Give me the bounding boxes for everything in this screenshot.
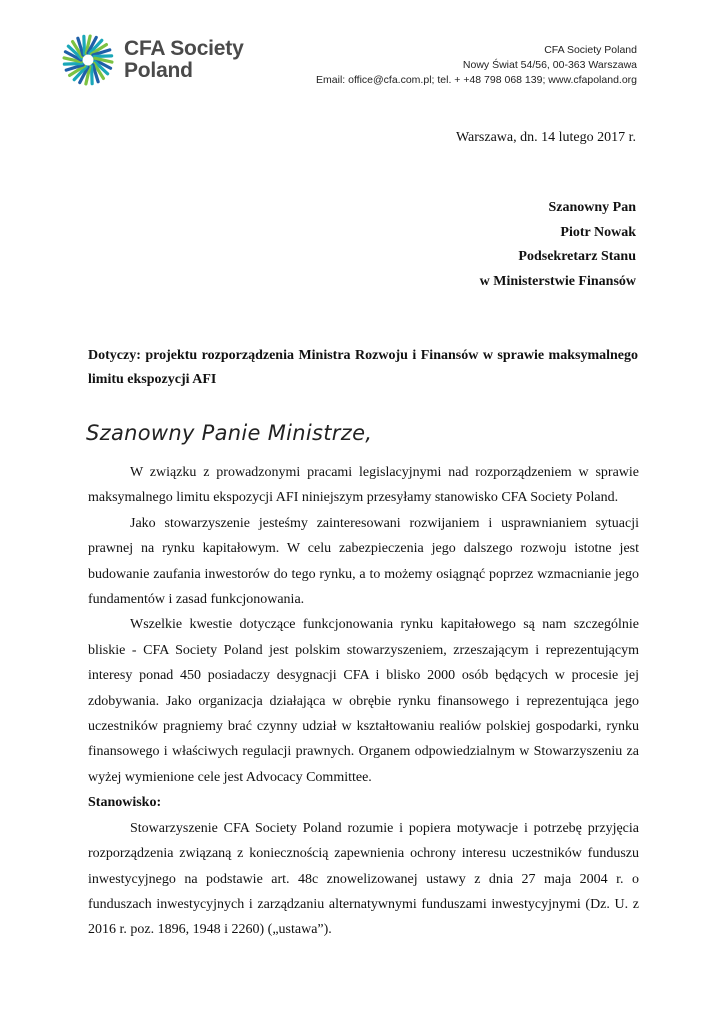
org-address: Nowy Świat 54/56, 00-363 Warszawa: [462, 59, 637, 71]
section-paragraph: Stowarzyszenie CFA Society Poland rozumie i popiera motywacje i potrzebę przyjęcia rozporządzenia związaną z koniecznością zapewnienia ochrony interesu uczestników funduszu inwestycyjnego na podstawie art. 48c znowelizowanej ustawy z dnia 27 maja 2004 r. o funduszach inwestycyjnych i zarządzaniu alternatywnymi funduszami inwestycyjnymi (Dz. U. z 2016 r. poz. 1896, 1948 i 2260) („ustawa”).: [88, 820, 639, 938]
body-paragraph: Wszelkie kwestie dotyczące funkcjonowania rynku kapitałowego są nam szczególnie bliskie - CFA Society Poland jest polskim stowarzyszeniem, zrzeszającym i reprezentującym interesy ponad 450 posiadaczy desygnacji CFA i blisko 2000 osób będących w procesie jej zdobywania. Jako organizacja działająca w obrębie rynku finansowego i reprezentująca jego uczestników pragniemy brać czynny udział w kształtowaniu realiów polskiej gospodarki, rynku finansowego i właściwych regulacji prawnych. Organem odpowiedzialnym w Stowarzyszeniu za wyżej wymienione cele jest Advocacy Committee.: [88, 617, 639, 785]
subject-line: Dotyczy: projektu rozporządzenia Ministra Rozwoju i Finansów w sprawie maksymalnego limitu ekspozycji AFI: [88, 348, 638, 387]
salutation: Szanowny Panie Ministrze,: [86, 421, 373, 445]
logo-spoke: [94, 56, 112, 57]
logo-line-2: Poland: [124, 59, 193, 82]
recipient-line: w Ministerstwie Finansów: [479, 273, 636, 289]
logo-spoke: [92, 66, 93, 84]
logo-spoke: [64, 64, 82, 65]
recipient-line: Szanowny Pan: [548, 200, 636, 215]
org-name: CFA Society Poland: [544, 44, 637, 56]
recipient-line: Piotr Nowak: [560, 224, 636, 240]
logo-wordmark: [124, 38, 244, 82]
recipient-block: [480, 196, 636, 294]
logo-spoke: [84, 36, 85, 54]
logo-line-1: CFA Society: [124, 37, 244, 60]
cfa-starburst-icon: [62, 34, 114, 86]
letter-date: Warszawa, dn. 14 lutego 2017 r.: [455, 130, 636, 145]
cfa-logo: [62, 34, 262, 86]
section-heading: Stanowisko:: [88, 795, 162, 811]
letter-body: [88, 460, 639, 943]
body-paragraph: Jako stowarzyszenie jesteśmy zainteresowani rozwijaniem i usprawnianiem sytuacji prawnej na rynku kapitałowym. W celu zabezpieczenia jego dalszego rozwoju istotne jest budowanie zaufania inwestorów do tego rynku, a to możemy osiągnąć poprzez wzmacnianie jego fundamentów i zasad funkcjonowania.: [88, 515, 639, 608]
recipient-line: Podsekretarz Stanu: [518, 249, 636, 264]
letterhead-contact: [316, 43, 637, 88]
org-contact-details: Email: office@cfa.com.pl; tel. + +48 798 068 139; www.cfapoland.org: [316, 74, 637, 86]
body-paragraph: W związku z prowadzonymi pracami legislacyjnymi nad rozporządzeniem w sprawie maksymalnego limitu ekspozycji AFI niniejszym przesyłamy stanowisko CFA Society Poland.: [88, 465, 639, 506]
